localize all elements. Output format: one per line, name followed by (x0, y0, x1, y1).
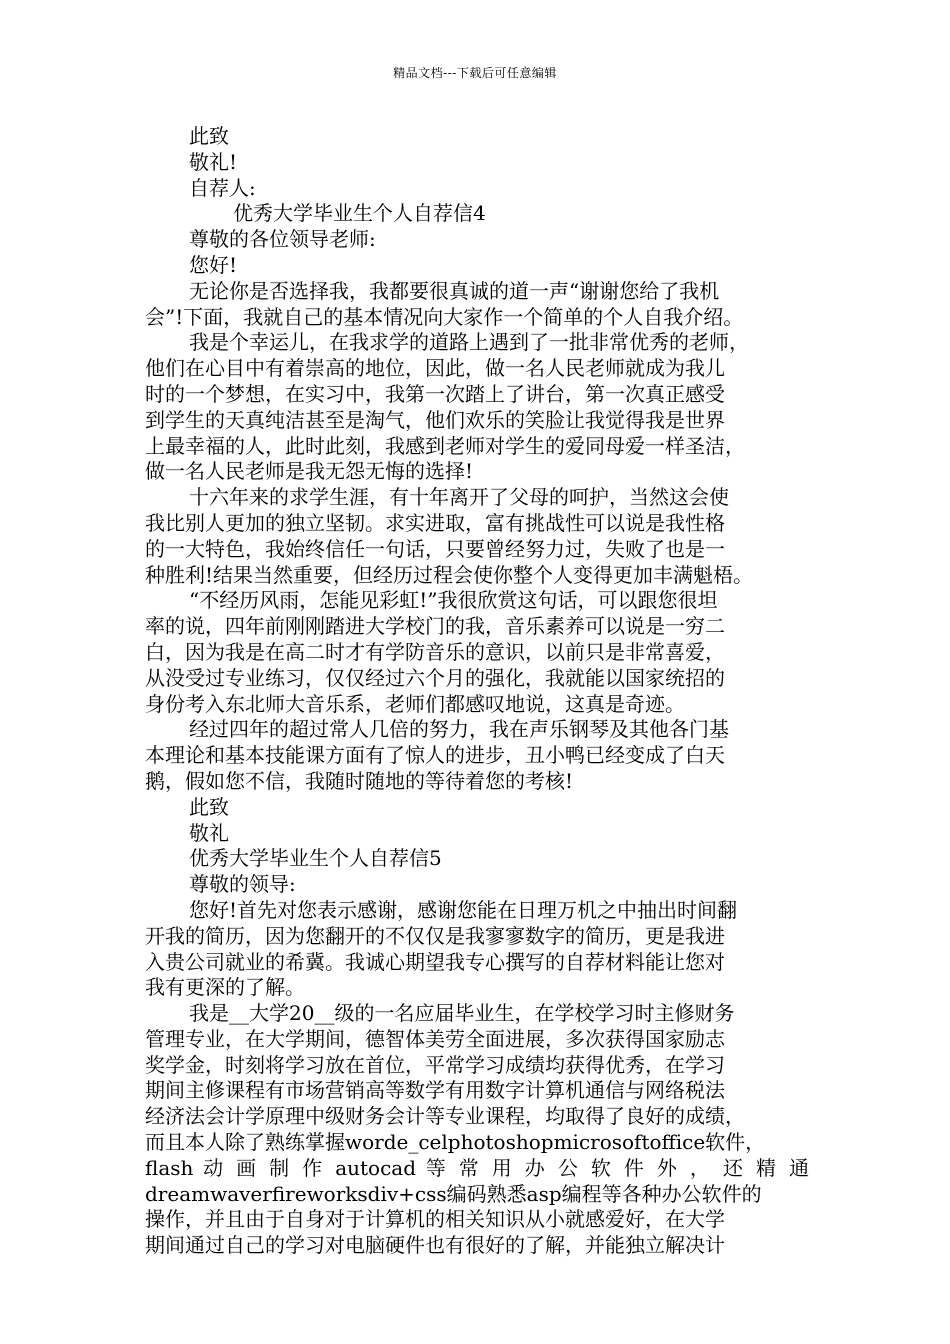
text-line: 而且本人除了熟练掌握worde_celphotoshopmicrosoftoffice软件， (145, 1130, 766, 1155)
text-line: 入贵公司就业的希冀。我诚心期望我专心撰写的自荐材料能让您对 (145, 949, 725, 974)
text-line: 此致 (189, 794, 229, 819)
text-line: 经过四年的超过常人几倍的努力，我在声乐钢琴及其他各门基 (189, 717, 729, 742)
text-line: 此致 (189, 124, 229, 148)
text-line: dreamwaverfireworksdiv+css编码熟悉asp编程等各种办公软件的 (145, 1181, 762, 1206)
text-line: 率的说，四年前刚刚踏进大学校门的我，音乐素养可以说是一穷二 (145, 614, 725, 639)
text-line: 开我的简历，因为您翻开的不仅仅是我寥寥数字的简历，更是我进 (145, 923, 725, 948)
text-line: 我有更深的了解。 (145, 975, 305, 1000)
text-line: 操作，并且由于自身对于计算机的相关知识从小就感爱好，在大学 (145, 1207, 725, 1232)
text-line: 做一名人民老师是我无怨无悔的选择! (145, 459, 474, 484)
text-line: 种胜利!结果当然重要，但经历过程会使你整个人变得更加丰满魁梧。 (145, 562, 754, 587)
text-line: 尊敬的领导: (189, 872, 296, 897)
text-line: 期间主修课程有市场营销高等数学有用数字计算机通信与网络税法 (145, 1078, 725, 1103)
text-line: 我是__大学20__级的一名应届毕业生，在学校学习时主修财务 (189, 1001, 735, 1026)
text-line: 十六年来的求学生涯，有十年离开了父母的呵护，当然这会使 (189, 485, 729, 510)
document-body (145, 124, 809, 1259)
text-line: 他们在心目中有着崇高的地位，因此，做一名人民老师就成为我儿 (145, 356, 725, 381)
text-line: 上最幸福的人，此时此刻，我感到老师对学生的爱同母爱一样圣洁， (145, 433, 745, 458)
text-line: 我比别人更加的独立坚韧。求实进取，富有挑战性可以说是我性格 (145, 510, 725, 535)
page-header: 精品文档---下载后可任意编辑 (393, 66, 557, 80)
text-line: 的一大特色，我始终信任一句话，只要曾经努力过，失败了也是一 (145, 536, 725, 561)
text-line: 从没受过专业练习，仅仅经过六个月的强化，我就能以国家统招的 (145, 665, 725, 690)
text-line: 身份考入东北师大音乐系，老师们都感叹地说，这真是奇迹。 (145, 691, 685, 716)
text-line: 敬礼 (189, 820, 229, 845)
text-line: 鹅，假如您不信，我随时随地的等待着您的考核! (145, 768, 574, 793)
text-line: 无论你是否选择我，我都要很真诚的道一声“谢谢您给了我机 (189, 278, 720, 303)
text-line: 白，因为我是在高二时才有学防音乐的意识，以前只是非常喜爱， (145, 639, 725, 664)
text-line: 管理专业，在大学期间，德智体美劳全面进展，多次获得国家励志 (145, 1026, 725, 1051)
text-line: 会”!下面，我就自己的基本情况向大家作一个简单的个人自我介绍。 (145, 304, 744, 329)
text-line: 到学生的天真纯洁甚至是淘气，他们欢乐的笑脸让我觉得我是世界 (145, 407, 725, 432)
text-line: 您好! (189, 252, 238, 277)
text-line: 期间通过自己的学习对电脑硬件也有很好的了解，并能独立解决计 (145, 1233, 725, 1258)
text-line: 经济法会计学原理中级财务会计等专业课程，均取得了良好的成绩， (145, 1104, 745, 1129)
text-line: 奖学金，时刻将学习放在首位，平常学习成绩均获得优秀，在学习 (145, 1052, 725, 1077)
text-line: “不经历风雨，怎能见彩虹!”我很欣赏这句话，可以跟您很坦 (189, 588, 718, 613)
text-line: 敬礼! (189, 149, 238, 174)
text-line: 尊敬的各位领导老师: (189, 227, 376, 252)
text-line: 您好!首先对您表示感谢，感谢您能在日理万机之中抽出时间翻 (189, 897, 738, 922)
text-line: 优秀大学毕业生个人自荐信5 (189, 846, 442, 871)
text-line: flash 动 画 制 作 autocad 等 常 用 办 公 软 件 外 ， 还 精 通 (145, 1155, 809, 1180)
text-line: 时的一个梦想，在实习中，我第一次踏上了讲台，第一次真正感受 (145, 381, 725, 406)
text-line: 本理论和基本技能课方面有了惊人的进步，丑小鸭已经变成了白天 (145, 743, 725, 768)
text-line: 我是个幸运儿，在我求学的道路上遇到了一批非常优秀的老师， (189, 330, 749, 355)
text-line: 自荐人: (189, 175, 256, 200)
text-line: 优秀大学毕业生个人自荐信4 (233, 201, 486, 226)
